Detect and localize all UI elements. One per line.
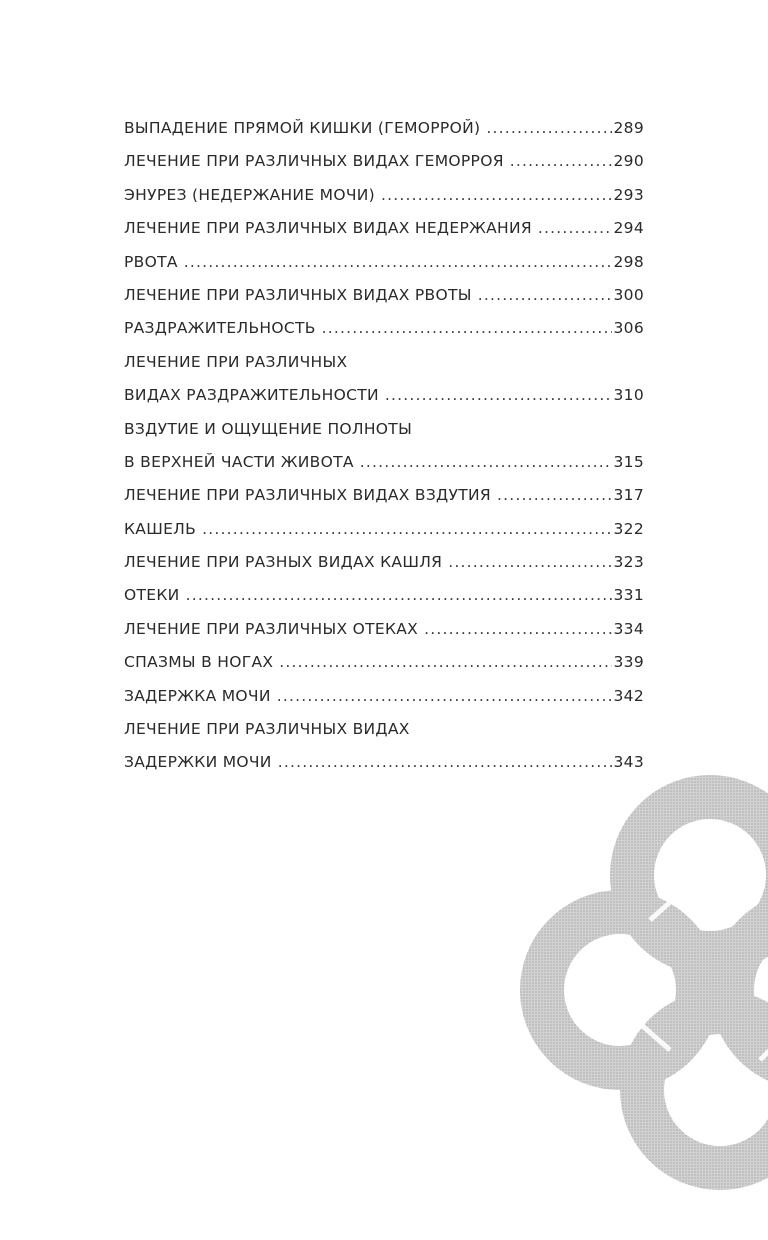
toc-entry[interactable]	[124, 446, 644, 479]
toc-entry[interactable]	[124, 579, 644, 612]
toc-entry-title: ЗАДЕРЖКИ МОЧИ	[124, 753, 272, 772]
toc-leader-dots	[510, 145, 612, 178]
toc-page-number: 323	[613, 553, 644, 572]
toc-entry-title: РАЗДРАЖИТЕЛЬНОСТЬ	[124, 319, 316, 338]
toc-page-number: 342	[613, 686, 644, 705]
toc-page-number: 306	[613, 319, 644, 338]
toc-page-number: 300	[613, 285, 644, 304]
toc-entry[interactable]	[124, 613, 644, 646]
toc-page-number: 343	[613, 753, 644, 772]
toc-page-number: 315	[613, 452, 644, 471]
toc-entry[interactable]	[124, 680, 644, 713]
toc-page-number: 331	[613, 586, 644, 605]
toc-entry-title: РВОТА	[124, 252, 178, 271]
toc-page-number: 334	[613, 619, 644, 638]
toc-entry[interactable]	[124, 513, 644, 546]
toc-entry-first-line[interactable]	[124, 346, 644, 379]
toc-entry-title: СПАЗМЫ В НОГАХ	[124, 653, 274, 672]
toc-entry-title: В ВЕРХНЕЙ ЧАСТИ ЖИВОТА	[124, 452, 354, 471]
toc-page-number: 310	[613, 386, 644, 405]
toc-leader-dots	[322, 312, 612, 345]
toc-entry[interactable]	[124, 646, 644, 679]
toc-leader-dots	[538, 212, 612, 245]
toc-entry[interactable]	[124, 145, 644, 178]
interlaced-rings-ornament-icon	[520, 760, 768, 1220]
toc-leader-dots	[385, 379, 612, 412]
toc-page-number: 298	[613, 252, 644, 271]
toc-entry-title: ЛЕЧЕНИЕ ПРИ РАЗЛИЧНЫХ ОТЕКАХ	[124, 619, 419, 638]
toc-leader-dots	[448, 546, 611, 579]
toc-leader-dots	[186, 579, 612, 612]
toc-page-number: 339	[613, 653, 644, 672]
toc-entry[interactable]	[124, 246, 644, 279]
toc-entry[interactable]	[124, 546, 644, 579]
toc-entry-title: ЛЕЧЕНИЕ ПРИ РАЗЛИЧНЫХ ВИДАХ НЕДЕРЖАНИЯ	[124, 219, 532, 238]
toc-entry-title: КАШЕЛЬ	[124, 519, 197, 538]
toc-entry-title: ЛЕЧЕНИЕ ПРИ РАЗЛИЧНЫХ ВИДАХ РВОТЫ	[124, 285, 472, 304]
toc-entry-title: ОТЕКИ	[124, 586, 180, 605]
toc-entry-title: ВЫПАДЕНИЕ ПРЯМОЙ КИШКИ (ГЕМОРРОЙ)	[124, 119, 481, 137]
toc-leader-dots	[381, 179, 612, 212]
toc-entry[interactable]	[124, 312, 644, 345]
toc-leader-dots	[279, 646, 611, 679]
toc-leader-dots	[424, 613, 611, 646]
toc-entry[interactable]	[124, 279, 644, 312]
toc-leader-dots	[497, 479, 612, 512]
toc-page-number: 289	[613, 119, 644, 137]
toc-page-number: 290	[613, 152, 644, 171]
toc-leader-dots	[184, 246, 612, 279]
toc-entry-title: ЛЕЧЕНИЕ ПРИ РАЗНЫХ ВИДАХ КАШЛЯ	[124, 553, 443, 572]
toc-entry-title: ЗАДЕРЖКА МОЧИ	[124, 686, 271, 705]
toc-entry-first-line[interactable]	[124, 713, 644, 746]
toc-entry-first-line[interactable]	[124, 413, 644, 446]
toc-entry[interactable]	[124, 212, 644, 245]
toc-entry-title: ЛЕЧЕНИЕ ПРИ РАЗЛИЧНЫХ ВИДАХ ВЗДУТИЯ	[124, 486, 491, 505]
toc-entry[interactable]	[124, 179, 644, 212]
toc-entry[interactable]	[124, 479, 644, 512]
toc-entry-title: ЛЕЧЕНИЕ ПРИ РАЗЛИЧНЫХ ВИДАХ ГЕМОРРОЯ	[124, 152, 504, 171]
toc-page-number: 322	[613, 519, 644, 538]
toc-entry-title: ЛЕЧЕНИЕ ПРИ РАЗЛИЧНЫХ	[124, 352, 348, 371]
toc-entry-title: ВЗДУТИЕ И ОЩУЩЕНИЕ ПОЛНОТЫ	[124, 419, 413, 438]
toc-leader-dots	[202, 513, 611, 546]
toc-entry-title: ЭНУРЕЗ (НЕДЕРЖАНИЕ МОЧИ)	[124, 185, 375, 204]
toc-page-number: 293	[613, 185, 644, 204]
toc-leader-dots	[478, 279, 612, 312]
table-of-contents	[124, 112, 644, 780]
toc-entry[interactable]	[124, 112, 644, 145]
toc-entry[interactable]	[124, 379, 644, 412]
toc-page-number: 317	[613, 486, 644, 505]
toc-page-number: 294	[613, 219, 644, 238]
toc-entry-title: ЛЕЧЕНИЕ ПРИ РАЗЛИЧНЫХ ВИДАХ	[124, 720, 410, 739]
toc-leader-dots	[277, 680, 612, 713]
toc-leader-dots	[360, 446, 612, 479]
toc-entry-title: ВИДАХ РАЗДРАЖИТЕЛЬНОСТИ	[124, 386, 379, 405]
toc-leader-dots	[486, 112, 611, 145]
